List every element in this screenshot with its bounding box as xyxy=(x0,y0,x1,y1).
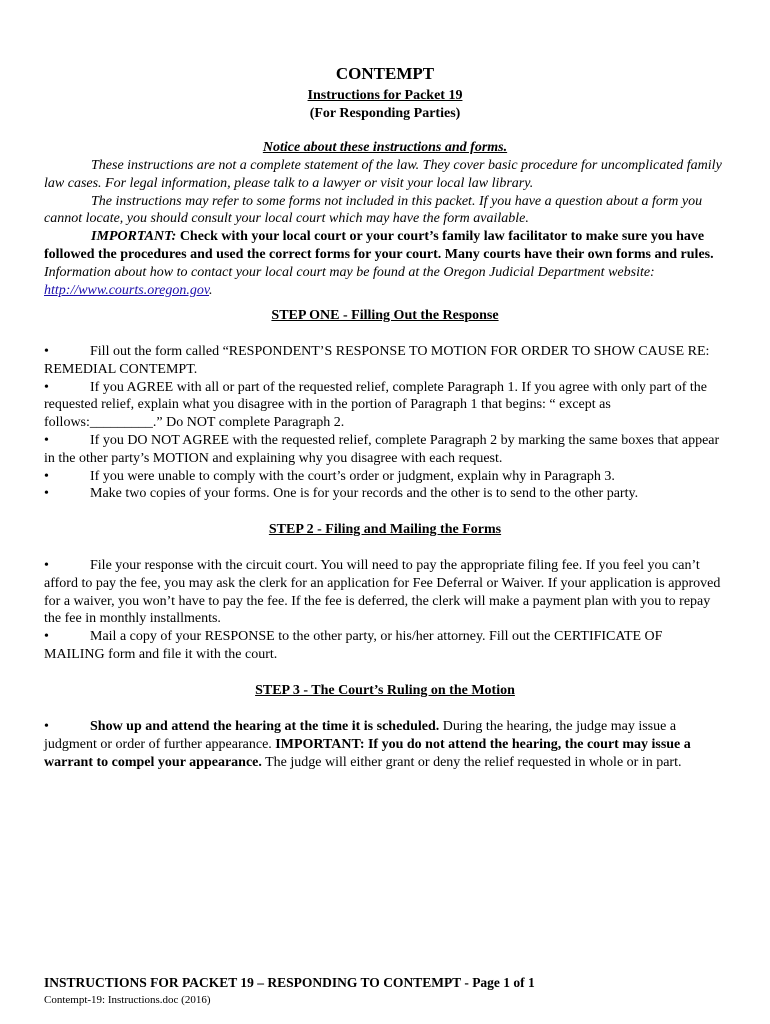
list-item xyxy=(44,718,724,771)
footer-title: INSTRUCTIONS FOR PACKET 19 – RESPONDING TO CONTEMPT - Page 1 of 1 xyxy=(44,975,535,990)
list-item-text: Make two copies of your forms. One is for your records and the other is to send to the other party. xyxy=(90,486,639,502)
list-item-text: If you AGREE with all or part of the requested relief, complete Paragraph 1. If you agree with only part of the requested relief, explain what you disagree with in the portion of Paragraph 1 that begins: “ except as follows:_________.” Do NOT complete Paragraph 2. xyxy=(44,379,707,431)
step-two-list xyxy=(44,557,724,664)
step-two-heading: STEP 2 - Filing and Mailing the Forms xyxy=(268,522,502,537)
step-one-list xyxy=(44,343,724,503)
notice-paragraph-2: The instructions may refer to some forms not included in this packet. If you have a question about a form you cannot locate, you should consult your local court which may have the form available. xyxy=(44,193,703,227)
list-item xyxy=(44,432,724,468)
step-one-heading: STEP ONE - Filling Out the Response xyxy=(271,308,499,323)
list-item xyxy=(44,379,724,432)
document-audience: (For Responding Parties) xyxy=(309,106,461,121)
bullet-icon: • xyxy=(44,379,49,395)
document-title: CONTEMPT xyxy=(335,64,435,83)
list-item xyxy=(44,557,724,628)
bullet-icon: • xyxy=(44,558,49,573)
hearing-text: During the hearing, the judge may issue a judgment or order of further appearance. xyxy=(44,719,677,752)
bullet-icon: • xyxy=(44,486,49,502)
notice-paragraph-1: These instructions are not a complete statement of the law. They cover basic procedure for uncomplicated family law cases. For legal information, please talk to a lawyer or visit your local law library. xyxy=(44,158,722,191)
list-item-text: If you DO NOT AGREE with the requested relief, complete Paragraph 2 by marking the same boxes that appear in the other party’s MOTION and explaining why you disagree with each request. xyxy=(44,432,720,466)
notice-important-paragraph xyxy=(44,228,724,299)
notice-section xyxy=(44,157,724,299)
important-bold-text: Check with your local court or your court’s family law facilitator to make sure you have followed the procedures and used the correct forms for your court. Many courts have their own forms and rules. xyxy=(44,229,714,262)
list-item xyxy=(44,485,724,503)
important-label: IMPORTANT: xyxy=(91,229,177,245)
bullet-icon: • xyxy=(44,468,49,484)
document-subtitle: Instructions for Packet 19 xyxy=(307,88,463,103)
warrant-warning-text: IMPORTANT: If you do not attend the hearing, the court may issue a warrant to compel your appearance. xyxy=(44,736,691,770)
footer-filename: Contempt-19: Instructions.doc (2016) xyxy=(44,994,211,1006)
bullet-icon: • xyxy=(44,344,49,359)
bullet-icon: • xyxy=(44,719,49,734)
link-period: . xyxy=(209,282,213,298)
list-item xyxy=(44,343,724,379)
bullet-icon: • xyxy=(44,432,49,448)
list-item-text: If you were unable to comply with the court’s order or judgment, explain why in Paragraph 3. xyxy=(90,468,615,484)
step-three-list xyxy=(44,718,724,771)
ruling-text: The judge will either grant or deny the relief requested in whole or in part. xyxy=(261,754,682,770)
important-italic-text: Information about how to contact your local court may be found at the Oregon Judicial Department website: xyxy=(44,264,655,280)
list-item-text: Fill out the form called “RESPONDENT’S RESPONSE TO MOTION FOR ORDER TO SHOW CAUSE RE: REMEDIAL CONTEMPT. xyxy=(44,344,710,377)
list-item-text: Mail a copy of your RESPONSE to the other party, or his/her attorney. Fill out the CERTIFICATE OF MAILING form and file it with the court. xyxy=(44,629,663,662)
notice-heading: Notice about these instructions and forms. xyxy=(262,140,508,155)
list-item xyxy=(44,628,724,664)
courts-website-link[interactable]: http://www.courts.oregon.gov xyxy=(44,282,210,298)
list-item-text: File your response with the circuit court. You will need to pay the appropriate filing fee. If you feel you can’t afford to pay the fee, you may ask the clerk for an application for Fee Deferral or Waiver. If your application is approved for a waiver, you won’t have to pay the fee. If the fee is deferred, the clerk will make a payment plan with you to repay the fee in monthly installments. xyxy=(44,558,721,627)
list-item xyxy=(44,468,724,486)
attend-hearing-text: Show up and attend the hearing at the time it is scheduled. xyxy=(90,719,440,734)
step-three-heading: STEP 3 - The Court’s Ruling on the Motion xyxy=(255,683,515,698)
bullet-icon: • xyxy=(44,629,49,645)
